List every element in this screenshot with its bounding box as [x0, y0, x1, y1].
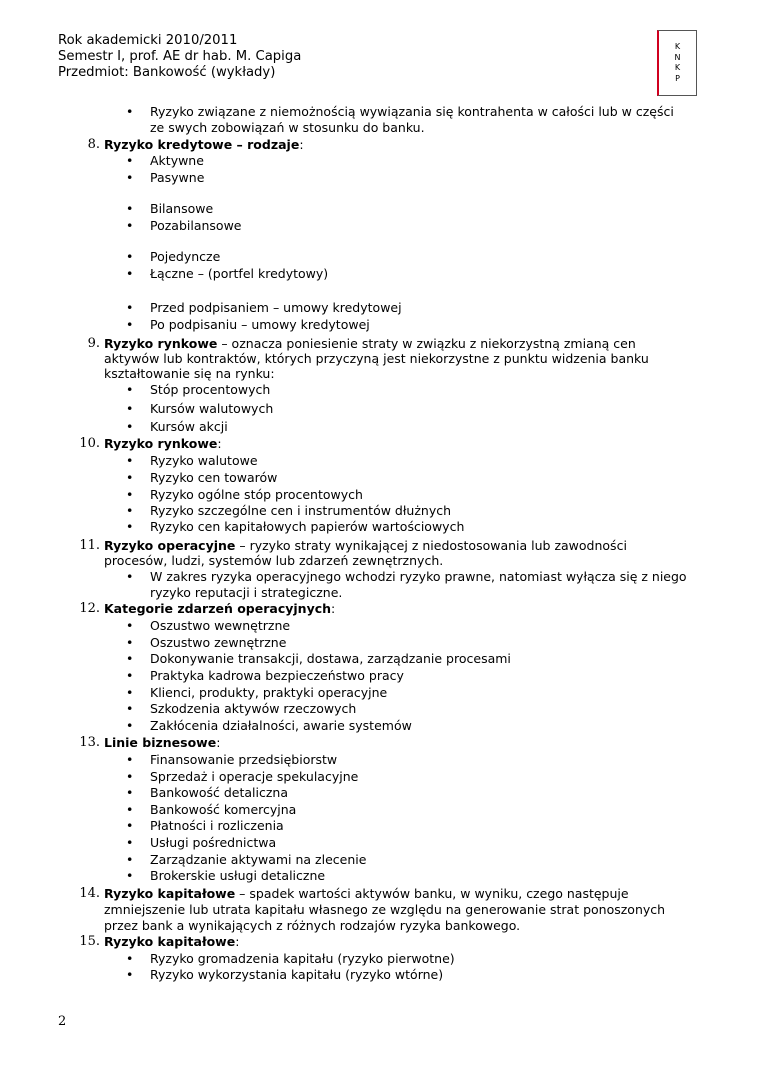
list-item: Ryzyko szczególne cen i instrumentów dłużnych [150, 503, 452, 518]
section-text: – oznacza poniesienie straty w związku z niekorzystną zmianą cen [217, 336, 636, 351]
section-heading [104, 336, 704, 352]
section-title-suffix: : [299, 137, 304, 152]
header-academic-year: Rok akademicki 2010/2011 [58, 33, 238, 48]
section-text: aktywów lub kontraktów, których przyczyną jest niekorzystne z punktu widzenia banku [104, 351, 649, 366]
header-subject: Przedmiot: Bankowość (wykłady) [58, 65, 276, 80]
section-heading [104, 934, 704, 950]
list-item: Brokerskie usługi detaliczne [150, 868, 326, 883]
section-number: 15. [79, 934, 100, 949]
section-title: Ryzyko rynkowe [104, 336, 218, 351]
section-title-suffix: : [217, 436, 222, 451]
logo-letter: P [675, 73, 680, 83]
list-item: Usługi pośrednictwa [150, 835, 277, 850]
list-item: Pozabilansowe [150, 218, 242, 233]
list-item: Klienci, produkty, praktyki operacyjne [150, 685, 388, 700]
list-item: Szkodzenia aktywów rzeczowych [150, 701, 357, 716]
section-number: 13. [79, 735, 100, 750]
list-item: Aktywne [150, 153, 204, 168]
list-item: Praktyka kadrowa bezpieczeństwo pracy [150, 668, 404, 683]
list-item: Przed podpisaniem – umowy kredytowej [150, 300, 402, 315]
section-title-suffix: : [235, 934, 240, 949]
section-heading [104, 735, 704, 751]
logo-letter: N [674, 52, 681, 62]
section-number: 9. [87, 336, 100, 351]
section-title-suffix: : [216, 735, 221, 750]
list-item: Oszustwo zewnętrzne [150, 635, 287, 650]
list-item: Ryzyko wykorzystania kapitału (ryzyko wtórne) [150, 967, 444, 982]
section-number: 11. [79, 538, 100, 553]
section-title: Kategorie zdarzeń operacyjnych [104, 601, 332, 616]
logo-letter: K [674, 42, 681, 51]
list-item: Sprzedaż i operacje spekulacyjne [150, 769, 359, 784]
list-item: Pojedyncze [150, 249, 221, 264]
list-item: Płatności i rozliczenia [150, 818, 284, 833]
document-header [58, 33, 301, 81]
section-number: 14. [79, 886, 100, 901]
section-number: 8. [87, 137, 100, 152]
list-item: Finansowanie przedsiębiorstw [150, 752, 338, 767]
list-item: W zakres ryzyka operacyjnego wchodzi ryzyko prawne, natomiast wyłącza się z niego [150, 569, 687, 584]
section-title: Ryzyko kapitałowe [104, 886, 236, 901]
list-item: Oszustwo wewnętrzne [150, 618, 291, 633]
logo-letter: K [674, 63, 681, 72]
section-heading [104, 886, 704, 902]
section-title-suffix: : [331, 601, 336, 616]
page-number: 2 [58, 1014, 67, 1029]
list-item: Zarządzanie aktywami na zlecenie [150, 852, 367, 867]
section-text: przez bank a wynikających z różnych rodzajów ryzyka bankowego. [104, 918, 521, 933]
list-item: Bilansowe [150, 201, 214, 216]
list-item: Stóp procentowych [150, 382, 271, 397]
section-text: kształtowanie się na rynku: [104, 366, 275, 381]
list-item: Kursów walutowych [150, 401, 274, 416]
header-semester: Semestr I, prof. AE dr hab. M. Capiga [58, 49, 302, 64]
list-item-continuation: ze swych zobowiązań w stosunku do banku. [150, 120, 425, 135]
list-item: Kursów akcji [150, 419, 228, 434]
section-heading [104, 137, 704, 153]
list-item: Ryzyko walutowe [150, 453, 258, 468]
list-item: Ryzyko cen towarów [150, 470, 278, 485]
section-heading [104, 538, 704, 554]
list-item: Zakłócenia działalności, awarie systemów [150, 718, 412, 733]
list-item: Ryzyko ogólne stóp procentowych [150, 487, 363, 502]
list-item: Bankowość komercyjna [150, 802, 297, 817]
section-title: Ryzyko kapitałowe [104, 934, 236, 949]
section-title: Ryzyko rynkowe [104, 436, 218, 451]
list-item: Ryzyko cen kapitałowych papierów wartościowych [150, 519, 465, 534]
section-heading [104, 601, 704, 617]
section-heading [104, 436, 704, 452]
knkp-logo [657, 30, 697, 96]
section-title: Ryzyko kredytowe – rodzaje [104, 137, 300, 152]
section-number: 10. [79, 436, 100, 451]
list-item: Ryzyko gromadzenia kapitału (ryzyko pierwotne) [150, 951, 455, 966]
section-text: zmniejszenie lub utrata kapitału własnego ze względu na generowanie strat ponoszonych [104, 902, 666, 917]
section-number: 12. [79, 601, 100, 616]
section-text: – ryzyko straty wynikającej z niedostosowania lub zawodności [235, 538, 627, 553]
list-item: Ryzyko związane z niemożnością wywiązania się kontrahenta w całości lub w części [150, 104, 674, 119]
list-item: Pasywne [150, 170, 205, 185]
list-item: Łączne – (portfel kredytowy) [150, 266, 329, 281]
section-text: procesów, ludzi, systemów lub zdarzeń zewnętrznych. [104, 553, 444, 568]
list-item: Po podpisaniu – umowy kredytowej [150, 317, 370, 332]
list-item-continuation: ryzyko reputacji i strategiczne. [150, 585, 343, 600]
section-title: Linie biznesowe [104, 735, 217, 750]
section-text: – spadek wartości aktywów banku, w wyniku, czego następuje [235, 886, 629, 901]
section-title: Ryzyko operacyjne [104, 538, 236, 553]
list-item: Bankowość detaliczna [150, 785, 288, 800]
list-item: Dokonywanie transakcji, dostawa, zarządzanie procesami [150, 651, 511, 666]
